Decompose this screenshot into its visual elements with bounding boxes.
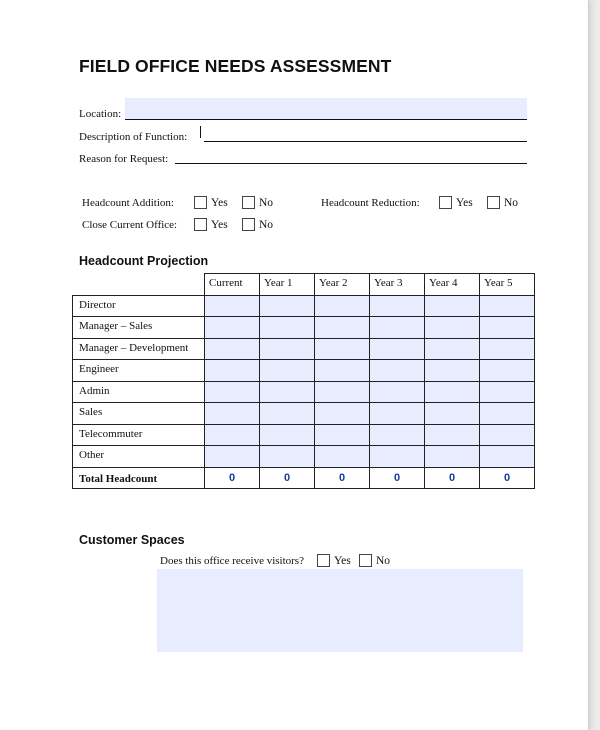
table-row bbox=[73, 295, 535, 317]
blank-header-cell bbox=[73, 274, 205, 296]
total-headcount-row bbox=[73, 467, 535, 489]
table-row bbox=[73, 381, 535, 403]
headcount-input-cell[interactable] bbox=[480, 360, 535, 382]
headcount-input-cell[interactable] bbox=[205, 295, 260, 317]
headcount-input-cell[interactable] bbox=[260, 424, 315, 446]
headcount-input-cell[interactable] bbox=[315, 446, 370, 468]
visitors-question: Does this office receive visitors? bbox=[160, 555, 304, 567]
row-label: Admin bbox=[73, 381, 205, 403]
table-row bbox=[73, 338, 535, 360]
headcount-reduction-yes-label: Yes bbox=[456, 197, 473, 209]
headcount-input-cell[interactable] bbox=[205, 338, 260, 360]
column-header: Year 1 bbox=[260, 274, 315, 296]
headcount-input-cell[interactable] bbox=[425, 446, 480, 468]
close-office-yes-checkbox[interactable] bbox=[194, 218, 207, 231]
headcount-addition-no-label: No bbox=[259, 197, 274, 209]
location-label: Location: bbox=[79, 108, 122, 120]
location-field[interactable] bbox=[125, 98, 527, 120]
total-headcount-value: 0 bbox=[370, 467, 425, 489]
headcount-input-cell[interactable] bbox=[315, 295, 370, 317]
headcount-input-cell[interactable] bbox=[370, 338, 425, 360]
headcount-input-cell[interactable] bbox=[370, 424, 425, 446]
total-headcount-value: 0 bbox=[205, 467, 260, 489]
headcount-input-cell[interactable] bbox=[480, 295, 535, 317]
headcount-input-cell[interactable] bbox=[260, 338, 315, 360]
headcount-addition-yes-label: Yes bbox=[211, 197, 228, 209]
total-headcount-value: 0 bbox=[315, 467, 370, 489]
headcount-input-cell[interactable] bbox=[315, 381, 370, 403]
headcount-input-cell[interactable] bbox=[205, 403, 260, 425]
headcount-input-cell[interactable] bbox=[315, 317, 370, 339]
headcount-input-cell[interactable] bbox=[425, 381, 480, 403]
headcount-input-cell[interactable] bbox=[370, 403, 425, 425]
close-office-yes-label: Yes bbox=[211, 219, 228, 231]
headcount-input-cell[interactable] bbox=[260, 381, 315, 403]
visitors-no-checkbox[interactable] bbox=[359, 554, 372, 567]
headcount-input-cell[interactable] bbox=[205, 360, 260, 382]
headcount-input-cell[interactable] bbox=[425, 424, 480, 446]
headcount-addition-yes-checkbox[interactable] bbox=[194, 196, 207, 209]
form-title: FIELD OFFICE NEEDS ASSESSMENT bbox=[79, 56, 392, 76]
headcount-input-cell[interactable] bbox=[480, 424, 535, 446]
customer-spaces-heading: Customer Spaces bbox=[79, 533, 185, 547]
headcount-input-cell[interactable] bbox=[370, 446, 425, 468]
table-row bbox=[73, 446, 535, 468]
reason-field[interactable] bbox=[175, 152, 527, 164]
headcount-input-cell[interactable] bbox=[205, 424, 260, 446]
visitors-details-field[interactable] bbox=[157, 569, 523, 652]
headcount-input-cell[interactable] bbox=[370, 317, 425, 339]
function-label: Description of Function: bbox=[79, 131, 188, 143]
column-header: Current bbox=[205, 274, 260, 296]
reason-label: Reason for Request: bbox=[79, 153, 169, 165]
headcount-addition-no-checkbox[interactable] bbox=[242, 196, 255, 209]
headcount-input-cell[interactable] bbox=[480, 446, 535, 468]
total-headcount-value: 0 bbox=[260, 467, 315, 489]
table-row bbox=[73, 317, 535, 339]
headcount-input-cell[interactable] bbox=[260, 446, 315, 468]
column-header: Year 4 bbox=[425, 274, 480, 296]
column-header: Year 2 bbox=[315, 274, 370, 296]
headcount-input-cell[interactable] bbox=[315, 424, 370, 446]
headcount-input-cell[interactable] bbox=[370, 360, 425, 382]
headcount-input-cell[interactable] bbox=[260, 317, 315, 339]
headcount-reduction-yes-checkbox[interactable] bbox=[439, 196, 452, 209]
column-header: Year 5 bbox=[480, 274, 535, 296]
headcount-projection-table bbox=[72, 273, 535, 489]
row-label: Director bbox=[73, 295, 205, 317]
headcount-addition-label: Headcount Addition: bbox=[82, 197, 174, 209]
close-office-no-label: No bbox=[259, 219, 274, 231]
headcount-input-cell[interactable] bbox=[425, 338, 480, 360]
total-headcount-value: 0 bbox=[480, 467, 535, 489]
text-cursor bbox=[200, 126, 201, 138]
headcount-input-cell[interactable] bbox=[425, 317, 480, 339]
table-row bbox=[73, 360, 535, 382]
table-row bbox=[73, 403, 535, 425]
headcount-input-cell[interactable] bbox=[425, 295, 480, 317]
headcount-reduction-label: Headcount Reduction: bbox=[321, 197, 420, 209]
column-header: Year 3 bbox=[370, 274, 425, 296]
visitors-yes-checkbox[interactable] bbox=[317, 554, 330, 567]
headcount-input-cell[interactable] bbox=[260, 360, 315, 382]
table-header-row bbox=[73, 274, 535, 296]
headcount-input-cell[interactable] bbox=[205, 317, 260, 339]
row-label: Other bbox=[73, 446, 205, 468]
headcount-input-cell[interactable] bbox=[370, 295, 425, 317]
headcount-reduction-no-checkbox[interactable] bbox=[487, 196, 500, 209]
headcount-input-cell[interactable] bbox=[425, 360, 480, 382]
headcount-input-cell[interactable] bbox=[315, 360, 370, 382]
headcount-input-cell[interactable] bbox=[480, 381, 535, 403]
headcount-input-cell[interactable] bbox=[205, 446, 260, 468]
table-row bbox=[73, 424, 535, 446]
headcount-input-cell[interactable] bbox=[480, 317, 535, 339]
headcount-projection-heading: Headcount Projection bbox=[79, 254, 209, 268]
headcount-input-cell[interactable] bbox=[425, 403, 480, 425]
visitors-no-label: No bbox=[376, 555, 391, 567]
headcount-input-cell[interactable] bbox=[315, 403, 370, 425]
headcount-input-cell[interactable] bbox=[205, 381, 260, 403]
row-label: Sales bbox=[73, 403, 205, 425]
headcount-input-cell[interactable] bbox=[260, 295, 315, 317]
row-label: Manager – Development bbox=[73, 338, 205, 360]
headcount-input-cell[interactable] bbox=[315, 338, 370, 360]
row-label: Telecommuter bbox=[73, 424, 205, 446]
total-headcount-value: 0 bbox=[425, 467, 480, 489]
close-office-no-checkbox[interactable] bbox=[242, 218, 255, 231]
headcount-input-cell[interactable] bbox=[260, 403, 315, 425]
total-headcount-label: Total Headcount bbox=[73, 467, 205, 489]
visitors-yes-label: Yes bbox=[334, 555, 351, 567]
row-label: Manager – Sales bbox=[73, 317, 205, 339]
headcount-input-cell[interactable] bbox=[480, 338, 535, 360]
close-office-label: Close Current Office: bbox=[82, 219, 178, 231]
function-field[interactable] bbox=[204, 130, 527, 142]
headcount-reduction-no-label: No bbox=[504, 197, 519, 209]
row-label: Engineer bbox=[73, 360, 205, 382]
headcount-input-cell[interactable] bbox=[480, 403, 535, 425]
headcount-input-cell[interactable] bbox=[370, 381, 425, 403]
